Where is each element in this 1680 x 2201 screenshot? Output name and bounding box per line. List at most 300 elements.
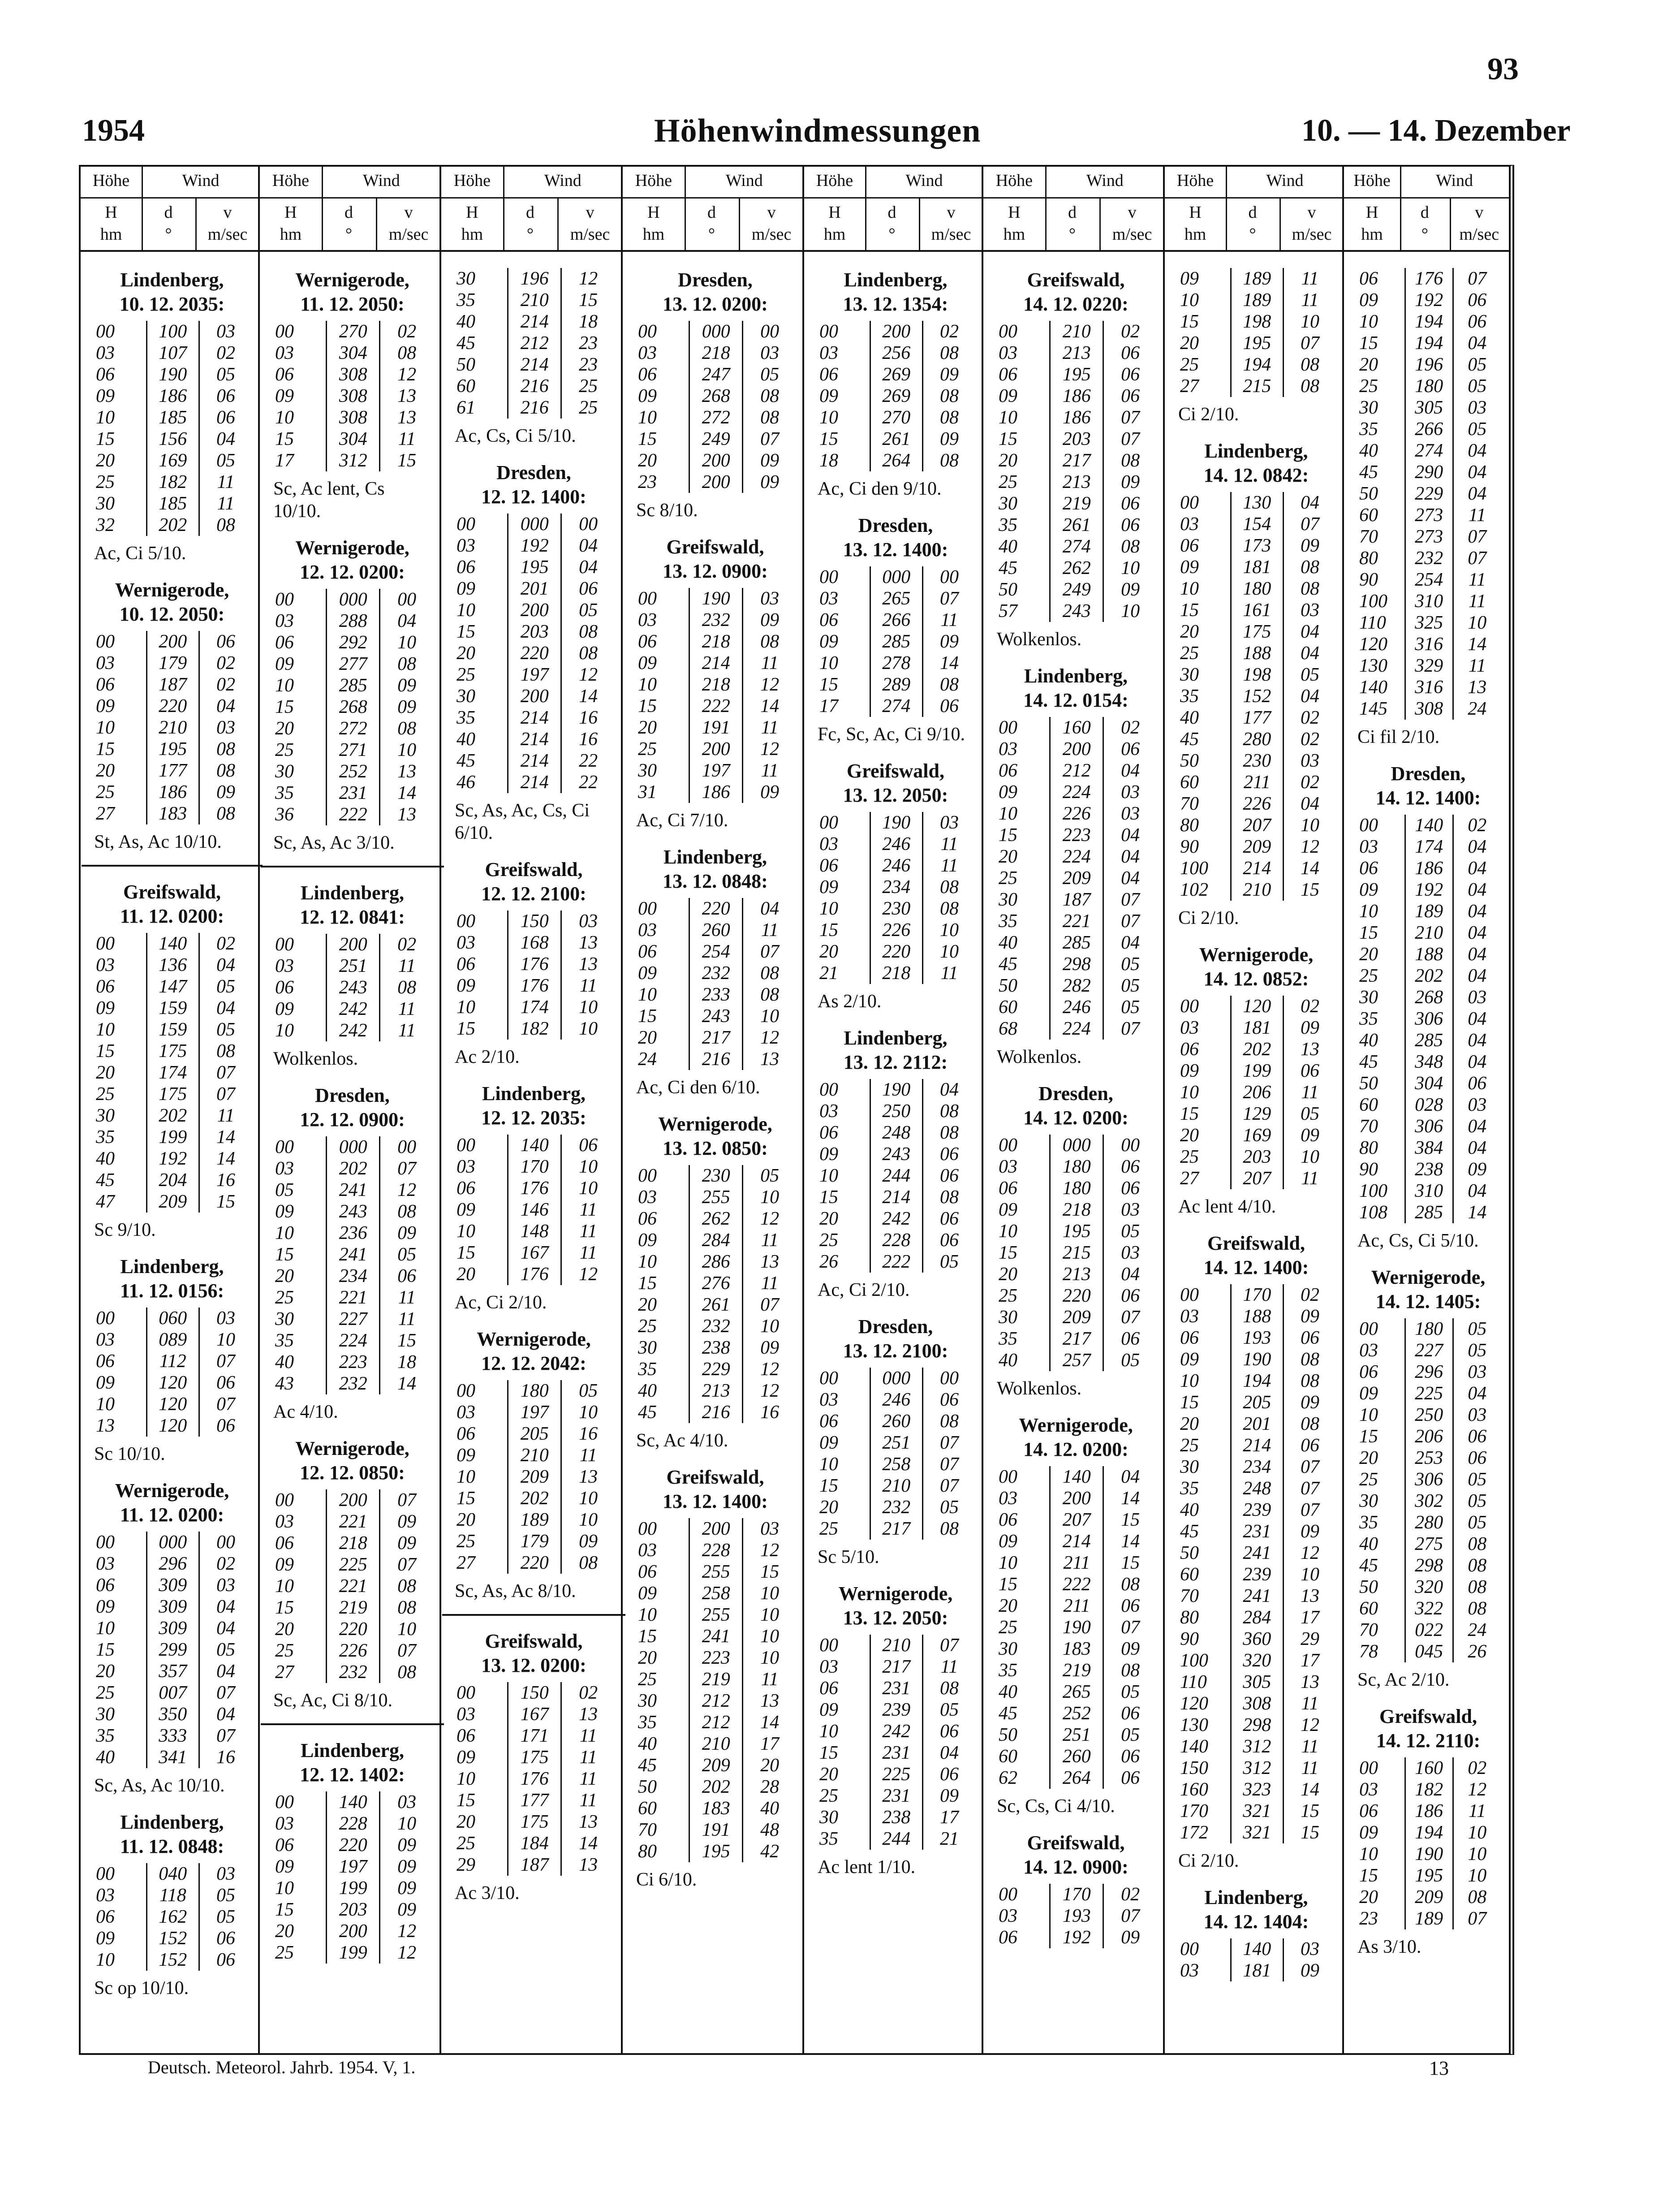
speed-cell: 02 — [1301, 996, 1319, 1017]
observation-time: 14. 12. 1404: — [1203, 1911, 1309, 1933]
height-cell: 60 — [638, 1798, 657, 1819]
direction-cell: 288 — [327, 610, 380, 632]
direction-cell: 238 — [1405, 1159, 1453, 1180]
station-block — [92, 880, 252, 1241]
station-block — [271, 268, 433, 522]
height-cell: 20 — [275, 1921, 294, 1942]
height-cell: 50 — [1180, 1543, 1199, 1563]
table-row — [453, 772, 615, 793]
height-cell: 30 — [638, 760, 657, 781]
height-cell: 03 — [1359, 837, 1378, 857]
cloud-note: Ci 2/10. — [1178, 404, 1239, 425]
height-cell: 100 — [1359, 591, 1387, 612]
table-row — [1176, 1607, 1336, 1628]
table-row — [1176, 772, 1336, 793]
height-cell: 20 — [999, 450, 1017, 471]
direction-cell: 266 — [870, 609, 922, 631]
column-blocks — [634, 255, 796, 1901]
direction-cell: 212 — [1050, 760, 1103, 781]
height-cell: 35 — [1359, 419, 1378, 440]
table-row — [995, 450, 1157, 471]
height-cell: 09 — [638, 1583, 657, 1604]
direction-cell: 195 — [1050, 1221, 1103, 1242]
speed-cell: 04 — [1468, 901, 1487, 922]
height-cell: 06 — [275, 364, 294, 385]
station-name: Wernigerode, — [295, 537, 409, 559]
height-cell: 03 — [275, 1511, 294, 1532]
speed-cell: 04 — [1468, 1138, 1487, 1158]
height-cell: 15 — [1359, 923, 1378, 943]
height-cell: 30 — [1359, 397, 1378, 418]
height-cell: 25 — [638, 739, 657, 760]
station-name: Greifswald, — [666, 1466, 764, 1488]
height-cell: 00 — [275, 589, 294, 610]
height-cell: 15 — [457, 1243, 475, 1263]
direction-cell: 180 — [508, 1380, 561, 1402]
table-row — [271, 1020, 433, 1041]
speed-cell: 04 — [1301, 621, 1319, 642]
speed-cell: 03 — [760, 588, 780, 609]
height-cell: 10 — [819, 653, 838, 673]
table-row — [634, 1669, 796, 1690]
direction-cell: 205 — [508, 1423, 561, 1445]
direction-cell: 120 — [146, 1394, 199, 1415]
speed-cell: 02 — [1301, 729, 1319, 750]
header-h — [623, 197, 686, 250]
table-row — [995, 889, 1157, 911]
speed-cell: 09 — [1121, 579, 1140, 600]
height-cell: 10 — [638, 674, 657, 695]
station-block — [453, 461, 615, 844]
direction-cell: 177 — [508, 1790, 561, 1811]
speed-cell: 03 — [397, 1792, 417, 1813]
speed-cell: 04 — [940, 1079, 959, 1100]
header-dates: 10. — 14. Dezember — [1301, 113, 1571, 148]
height-cell: 50 — [999, 579, 1017, 600]
speed-cell: 07 — [1121, 1906, 1140, 1926]
table-row — [92, 1949, 252, 1971]
header-row-2 — [1344, 197, 1509, 252]
table-row — [92, 1126, 252, 1148]
table-row — [1176, 643, 1336, 664]
table-row — [995, 997, 1157, 1018]
table-row — [453, 621, 615, 643]
table-row — [995, 1285, 1157, 1307]
table-row — [1356, 1757, 1501, 1779]
direction-cell: 286 — [689, 1251, 743, 1273]
speed-cell: 03 — [760, 1519, 780, 1539]
height-cell: 06 — [638, 364, 657, 385]
height-cell: 15 — [638, 1273, 657, 1294]
height-cell: 00 — [96, 1532, 115, 1553]
table-row — [453, 1833, 615, 1854]
height-cell: 40 — [999, 1682, 1017, 1702]
direction-cell: 242 — [870, 1721, 922, 1742]
table-row — [995, 1178, 1157, 1199]
wind-table — [995, 321, 1157, 622]
direction-cell: 187 — [1050, 889, 1103, 911]
speed-cell: 03 — [1121, 782, 1140, 803]
table-row — [1176, 1736, 1336, 1757]
table-row — [634, 984, 796, 1006]
height-cell: 25 — [638, 1669, 657, 1690]
table-row — [92, 1863, 252, 1885]
speed-cell: 08 — [1301, 1414, 1319, 1434]
observation-time: 12. 12. 0841: — [300, 906, 405, 928]
height-cell: 40 — [1359, 1030, 1378, 1051]
height-cell: 00 — [96, 1864, 115, 1884]
speed-cell: 14 — [760, 696, 780, 716]
height-cell: 06 — [457, 1726, 475, 1746]
direction-cell: 246 — [1050, 997, 1103, 1018]
table-row — [453, 975, 615, 997]
speed-cell: 11 — [579, 1726, 597, 1746]
table-row — [1356, 1469, 1501, 1490]
height-cell: 30 — [999, 493, 1017, 514]
height-cell: 00 — [457, 911, 475, 932]
speed-cell: 03 — [1121, 1243, 1140, 1263]
table-row — [1356, 1490, 1501, 1512]
height-cell: 60 — [1359, 1598, 1378, 1619]
speed-cell: 02 — [1301, 708, 1319, 728]
direction-cell: 270 — [870, 407, 922, 428]
direction-cell: 168 — [508, 932, 561, 954]
direction-cell: 266 — [1405, 419, 1453, 440]
table-row — [995, 1552, 1157, 1574]
speed-cell: 14 — [1121, 1531, 1140, 1552]
direction-cell: 000 — [508, 514, 561, 535]
direction-cell: 000 — [870, 1368, 922, 1389]
speed-cell: 11 — [1468, 570, 1486, 590]
wind-table — [271, 589, 433, 825]
table-row — [634, 760, 796, 781]
height-cell: 30 — [1180, 1457, 1199, 1477]
table-row — [816, 674, 975, 695]
station-title — [1356, 1265, 1501, 1314]
direction-cell: 187 — [508, 1854, 561, 1876]
direction-cell: 252 — [1050, 1703, 1103, 1724]
direction-cell: 140 — [146, 933, 199, 954]
speed-cell: 11 — [1301, 290, 1319, 311]
height-cell: 50 — [457, 354, 475, 375]
height-cell: 40 — [96, 1747, 115, 1768]
speed-cell: 03 — [579, 911, 598, 932]
data-column — [623, 165, 804, 2055]
station-name: Wernigerode, — [1371, 1266, 1486, 1288]
height-cell: 00 — [819, 1635, 838, 1656]
header-hoehe: Höhe — [441, 165, 504, 197]
speed-cell: 00 — [397, 1137, 417, 1157]
speed-cell: 10 — [579, 1157, 598, 1177]
height-cell: 70 — [1359, 1620, 1378, 1640]
height-cell: 00 — [999, 321, 1017, 342]
height-cell: 03 — [638, 343, 657, 363]
speed-cell: 12 — [760, 1381, 780, 1401]
height-cell: 09 — [96, 386, 115, 406]
height-cell: 25 — [457, 665, 475, 685]
header-row-1 — [441, 165, 623, 199]
speed-cell: 02 — [216, 1554, 235, 1574]
height-cell: 24 — [638, 1049, 657, 1070]
direction-cell: 264 — [870, 450, 922, 471]
direction-cell: 325 — [1405, 612, 1453, 634]
speed-cell: 04 — [1468, 837, 1487, 857]
speed-cell: 09 — [397, 1533, 417, 1554]
speed-cell: 03 — [1121, 1200, 1140, 1220]
cloud-note: As 3/10. — [1357, 1937, 1422, 1957]
direction-cell: 232 — [327, 1373, 380, 1394]
speed-cell: 13 — [760, 1691, 780, 1711]
height-cell: 10 — [457, 997, 475, 1018]
table-row — [816, 609, 975, 631]
table-row — [995, 803, 1157, 824]
height-cell: 10 — [275, 1878, 294, 1899]
table-row — [92, 803, 252, 824]
header-v — [1450, 197, 1509, 250]
table-row — [995, 846, 1157, 867]
height-cell: 06 — [1359, 1801, 1378, 1821]
direction-cell: 241 — [327, 1179, 380, 1201]
height-cell: 06 — [999, 760, 1017, 781]
direction-cell: 214 — [508, 354, 561, 375]
speed-cell: 05 — [1121, 1350, 1140, 1371]
table-row — [995, 1638, 1157, 1660]
height-cell: 20 — [1180, 1414, 1199, 1434]
direction-cell: 007 — [146, 1682, 199, 1704]
direction-cell: 241 — [689, 1626, 743, 1647]
speed-cell: 18 — [579, 311, 598, 332]
table-row — [1176, 1039, 1336, 1060]
speed-cell: 10 — [579, 1488, 598, 1509]
table-row — [634, 1380, 796, 1402]
direction-cell: 197 — [689, 760, 743, 781]
direction-cell: 186 — [1050, 407, 1103, 428]
direction-cell: 210 — [870, 1635, 922, 1656]
height-cell: 80 — [638, 1841, 657, 1862]
station-block — [271, 1739, 433, 1964]
speed-cell: 06 — [1121, 739, 1140, 760]
height-cell: 03 — [275, 611, 294, 631]
height-cell: 10 — [819, 898, 838, 919]
speed-cell: 03 — [216, 717, 235, 738]
station-title — [453, 1327, 615, 1376]
direction-cell: 280 — [1405, 1512, 1453, 1533]
table-row — [1176, 1938, 1336, 1960]
speed-cell: 11 — [398, 1020, 416, 1041]
direction-cell: 140 — [1405, 815, 1453, 836]
speed-cell: 11 — [940, 963, 958, 984]
speed-cell: 04 — [1468, 462, 1487, 483]
speed-cell: 05 — [1121, 954, 1140, 975]
speed-cell: 08 — [940, 1122, 959, 1143]
header-v — [919, 197, 983, 250]
speed-cell: 12 — [397, 364, 417, 385]
header-d-label: d — [1068, 203, 1077, 222]
table-row — [634, 962, 796, 984]
direction-cell: 000 — [327, 589, 380, 610]
height-cell: 10 — [638, 1605, 657, 1625]
table-row — [1356, 858, 1501, 879]
direction-cell: 192 — [146, 1148, 199, 1170]
speed-cell: 04 — [216, 1661, 235, 1682]
table-row — [634, 1626, 796, 1647]
height-cell: 06 — [457, 557, 475, 578]
table-row — [634, 1819, 796, 1841]
direction-cell: 216 — [689, 1402, 743, 1423]
height-cell: 30 — [275, 761, 294, 782]
direction-cell: 140 — [327, 1791, 380, 1813]
height-cell: 06 — [275, 1533, 294, 1554]
direction-cell: 219 — [327, 1597, 380, 1618]
height-cell: 00 — [1180, 1939, 1199, 1959]
table-row — [271, 342, 433, 364]
table-row — [634, 1841, 796, 1862]
speed-cell: 14 — [579, 1833, 598, 1854]
table-row — [1176, 578, 1336, 600]
direction-cell: 202 — [146, 514, 199, 536]
speed-cell: 13 — [397, 407, 417, 428]
height-cell: 110 — [1180, 1672, 1207, 1692]
direction-cell: 274 — [870, 695, 922, 717]
station-block — [92, 268, 252, 565]
height-cell: 170 — [1180, 1801, 1208, 1821]
height-cell: 09 — [1180, 557, 1199, 578]
table-row — [1176, 1564, 1336, 1585]
direction-cell: 360 — [1231, 1628, 1283, 1650]
speed-cell: 06 — [1468, 1448, 1487, 1468]
direction-cell: 160 — [1405, 1757, 1453, 1779]
speed-cell: 25 — [579, 397, 598, 418]
table-row — [816, 566, 975, 588]
height-cell: 06 — [96, 1351, 115, 1372]
observation-time: 11. 12. 0200: — [120, 905, 224, 927]
table-row — [92, 1704, 252, 1725]
direction-cell: 167 — [508, 1704, 561, 1725]
observation-time: 13. 12. 2100: — [843, 1340, 948, 1362]
header-degree-unit: ° — [708, 225, 715, 244]
height-cell: 17 — [819, 696, 838, 716]
speed-cell: 14 — [216, 1148, 235, 1169]
speed-cell: 10 — [579, 1510, 598, 1530]
direction-cell: 231 — [870, 1678, 922, 1699]
speed-cell: 07 — [1121, 1307, 1140, 1328]
header-d-label: d — [526, 203, 534, 222]
height-cell: 06 — [819, 855, 838, 876]
table-row — [1176, 1800, 1336, 1822]
speed-cell: 06 — [1121, 364, 1140, 385]
height-cell: 03 — [275, 343, 294, 363]
wind-table — [634, 1165, 796, 1423]
speed-cell: 07 — [397, 1640, 417, 1661]
direction-cell: 211 — [1231, 772, 1283, 793]
direction-cell: 242 — [327, 998, 380, 1020]
height-cell: 20 — [96, 1661, 115, 1682]
height-cell: 06 — [275, 632, 294, 653]
height-cell: 15 — [275, 697, 294, 717]
table-row — [634, 1006, 796, 1027]
table-row — [995, 579, 1157, 600]
speed-cell: 09 — [397, 675, 417, 696]
station-title — [453, 858, 615, 906]
table-row — [453, 1854, 615, 1876]
height-cell: 09 — [96, 1372, 115, 1393]
height-cell: 09 — [638, 963, 657, 984]
cloud-note: Sc, As, Ac 10/10. — [94, 1775, 225, 1796]
direction-cell: 200 — [689, 1518, 743, 1540]
observation-time: 12. 12. 0200: — [300, 561, 405, 583]
speed-cell: 11 — [940, 855, 958, 876]
speed-cell: 11 — [217, 472, 235, 492]
speed-cell: 08 — [1121, 536, 1140, 557]
speed-cell: 04 — [579, 557, 598, 578]
table-row — [1176, 1456, 1336, 1478]
direction-cell: 272 — [327, 718, 380, 739]
table-row — [92, 1532, 252, 1553]
speed-cell: 02 — [397, 934, 417, 955]
height-cell: 25 — [275, 1942, 294, 1963]
height-cell: 06 — [638, 1208, 657, 1229]
table-row — [634, 738, 796, 760]
table-row — [453, 514, 615, 535]
height-cell: 00 — [819, 1368, 838, 1389]
speed-cell: 10 — [579, 1019, 598, 1039]
table-row — [92, 450, 252, 471]
direction-cell: 221 — [327, 1511, 380, 1532]
speed-cell: 06 — [216, 1372, 235, 1393]
direction-cell: 231 — [1231, 1521, 1283, 1542]
height-cell: 172 — [1180, 1822, 1208, 1843]
speed-cell: 04 — [1468, 966, 1487, 986]
table-row — [816, 1828, 975, 1850]
direction-cell: 228 — [870, 1230, 922, 1251]
direction-cell: 249 — [1050, 579, 1103, 600]
height-cell: 45 — [638, 1402, 657, 1423]
direction-cell: 192 — [1405, 879, 1453, 901]
height-cell: 06 — [999, 364, 1017, 385]
height-cell: 20 — [819, 1497, 838, 1518]
speed-cell: 17 — [940, 1807, 959, 1828]
table-row — [1176, 858, 1336, 879]
speed-cell: 48 — [760, 1820, 780, 1840]
height-cell: 120 — [1359, 634, 1387, 655]
height-cell: 09 — [1359, 1822, 1378, 1843]
wind-table — [271, 1791, 433, 1964]
height-cell: 20 — [819, 1208, 838, 1229]
wind-table — [92, 321, 252, 536]
direction-cell: 200 — [689, 450, 743, 471]
height-cell: 25 — [96, 1683, 115, 1703]
table-row — [816, 450, 975, 471]
page-number: 93 — [1487, 52, 1519, 86]
header-row-2 — [260, 197, 441, 252]
height-cell: 90 — [1359, 570, 1378, 590]
direction-cell: 175 — [146, 1040, 199, 1062]
station-name: Lindenberg, — [1204, 1886, 1308, 1908]
station-block — [1176, 268, 1336, 426]
direction-cell: 175 — [146, 1083, 199, 1105]
height-cell: 20 — [999, 1596, 1017, 1616]
speed-cell: 10 — [760, 1006, 780, 1027]
header-hoehe: Höhe — [983, 165, 1047, 197]
height-cell: 00 — [999, 717, 1017, 738]
direction-cell: 217 — [1050, 1328, 1103, 1350]
observation-time: 14. 12. 1400: — [1375, 787, 1481, 809]
height-cell: 09 — [999, 782, 1017, 803]
speed-cell: 07 — [216, 1683, 235, 1703]
direction-cell: 264 — [1050, 1767, 1103, 1789]
table-row — [1176, 1435, 1336, 1456]
table-row — [995, 1595, 1157, 1617]
